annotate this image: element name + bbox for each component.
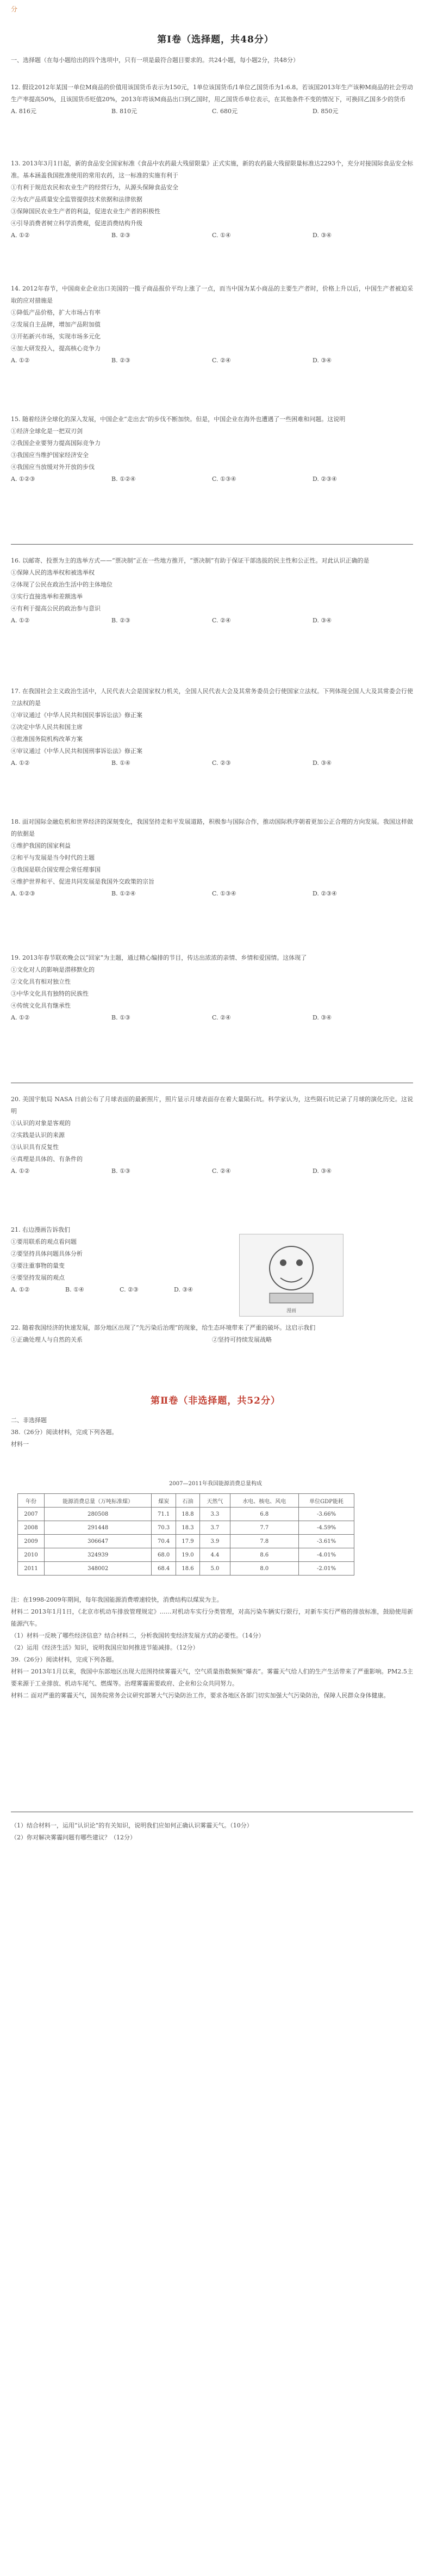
option[interactable]: B. 810元 <box>111 108 138 115</box>
option[interactable]: C. ②④ <box>212 357 231 364</box>
question-text: 14. 2012年春节，中国商业企业出口美国的一揽子商品报价平均上涨了一点，而当中国为某小商品的主要生产者时，价格上升以后，中国生产者被迫采取的应对措施是 <box>11 285 413 304</box>
table-header-row: 年份 能源消费总量（万吨标准煤） 煤炭 石油 天然气 水电、核电、风电 单位GDP能耗 <box>18 1494 354 1508</box>
question-text: 12. 假设2012年某国一单位M商品的价值用该国货币表示为150元，1单位该国货币/1单位乙国货币为1:6.8。若该国2013年生产该种M商品的社会劳动生产率提高50%，且该国货币贬值20%，2013年将该M商品出口到乙国时，用乙国货币单位表示，在其他条件不变的情况下，可换回乙国多少的货币 <box>11 84 413 103</box>
option[interactable]: D. ②③④ <box>313 475 338 483</box>
option[interactable]: A. ①② <box>11 1014 30 1021</box>
question-17: 17. 在我国社会主义政治生活中，人民代表大会是国家权力机关，全国人民代表大会及其常务委员会行使国家立法权。下列体现全国人大及其常委会行使立法权的是 ①审议通过《中华人民共和国民事诉讼法》修正案 ②决定中华人民共和国主席 ③批准国务院机构改革方案 ④审议通过《中华人民共和国刑事诉讼法》修正案 A. ①② B. ①④ C. ②③ D. ③④ <box>11 685 413 769</box>
option[interactable]: C. ②③ <box>120 1286 139 1293</box>
option[interactable]: D. 850元 <box>313 108 339 115</box>
question-14: 14. 2012年春节，中国商业企业出口美国的一揽子商品报价平均上涨了一点，而当中国为某小商品的主要生产者时，价格上升以后，中国生产者被迫采取的应对措施是 ①降低产品价格，扩大市场占有率 ②发展自主品牌，增加产品附加值 ③开拓新兴市场，实现市场多元化 ④加大研发投入，提高核心竞争力 A. ①② B. ②③ C. ②④ D. ③④ <box>11 283 413 367</box>
option[interactable]: A. ①② <box>11 1167 30 1175</box>
question-text: 15. 随着经济全球化的深入发展，中国企业“走出去”的步伐不断加快。但是，中国企业在海外也遭遇了一些困难和问题。这说明 <box>11 416 346 423</box>
question-text: 20. 美国宇航局 NASA 日前公布了月球表面的最新照片，照片显示月球表面存在着大量陨石坑。科学家认为，这些陨石坑记录了月球的演化历史。这说明 <box>11 1096 413 1115</box>
option[interactable]: A. ①②③ <box>11 890 35 897</box>
option[interactable]: A. ①② <box>11 232 30 239</box>
table-row: 2009 306647 70.4 17.9 3.9 7.8 -3.61% <box>18 1535 354 1548</box>
option[interactable]: C. ①③④ <box>212 890 236 897</box>
options <box>11 106 413 118</box>
option[interactable]: D. ③④ <box>174 1286 193 1293</box>
option[interactable]: B. ②③ <box>111 232 130 239</box>
question-19: 19. 2013年春节联欢晚会以“回家”为主题，通过精心编排的节目，传达出浓浓的亲情、乡情和爱国情。这体现了 ①文化对人的影响是潜移默化的 ②文化具有相对独立性 ③中华文化具有独特的民族性 ④传统文化具有继承性 A. ①② B. ①③ C. ②④ D. ③④ <box>11 952 413 1024</box>
question-text: 16. 以邮寄、投票为主的选举方式——“票决制”正在一些地方推开，“票决制”有助于保证干部选拔的民主性和公正性。对此认识正确的是 <box>11 557 370 564</box>
table-row: 2011 348002 68.4 18.6 5.0 8.0 -2.01% <box>18 1562 354 1576</box>
table-caption: 2007—2011年我国能源消费总量构成 <box>169 1481 262 1487</box>
question-21: 21. 右边漫画告诉我们 ①要用联系的观点看问题 ②要坚持具体问题具体分析 ③要注重事物的量变 ④要坚持发展的观点 A. ①② B. ①④ C. ②③ D. ③④ <box>11 1224 228 1296</box>
question-15: 15. 随着经济全球化的深入发展，中国企业“走出去”的步伐不断加快。但是，中国企业在海外也遭遇了一些困难和问题。这说明 ①经济全球化是一把双刃剑 ②我国企业要努力提高国际竞争力 ③我国应当维护国家经济安全 ④我国应当放缓对外开放的步伐 A. ①②③ B. ①②④ C. ①③④ D. ②③④ <box>11 413 413 485</box>
divider <box>11 544 413 545</box>
question-18: 18. 面对国际金融危机和世界经济的深刻变化，我国坚持走和平发展道路，积极参与国际合作，推动国际秩序朝着更加公正合理的方向发展。我国这样做的依据是 ①维护我国的国家利益 ②和平与发展是当今时代的主题 ③我国是联合国安理会常任理事国 ④维护世界和平、促进共同发展是我国外交政策的宗旨 A. ①②③ B. ①②④ C. ①③④ D. ②③④ <box>11 816 413 900</box>
question-22: 22. 随着我国经济的快速发展，部分地区出现了“先污染后治理”的现象，给生态环境带来了严重的破坏。这启示我们 ①正确处理人与自然的关系 ②坚持可持续发展战略 <box>11 1322 413 1346</box>
option[interactable]: B. ①③ <box>111 1014 130 1021</box>
table-row: 2008 291448 70.3 18.3 3.7 7.7 -4.59% <box>18 1521 354 1535</box>
q38-part1: （1）材料一反映了哪些经济信息？结合材料二，分析我国转变经济发展方式的必要性。（14分） <box>11 1632 265 1639</box>
option[interactable]: B. ①④ <box>65 1286 84 1293</box>
option[interactable]: B. ①③ <box>111 1167 130 1175</box>
question-20: 20. 美国宇航局 NASA 日前公布了月球表面的最新照片，照片显示月球表面存在着大量陨石坑。科学家认为，这些陨石坑记录了月球的演化历史。这说明 ①认识的对象是客观的 ②实践是认识的来源 ③认识具有反复性 ④真理是具体的、有条件的 A. ①② B. ①③ C. ②④ D. ③④ <box>11 1094 413 1177</box>
table-note: 注：在1998-2009年期间，每年我国能源消费增速较快，消费结构以煤炭为主。 <box>11 1596 223 1603</box>
part2-intro: 二、非选择题 38.（26分）阅读材料，完成下列各题。 材料一 <box>11 1417 118 1448</box>
option[interactable]: A. 816元 <box>11 108 36 115</box>
cartoon-caption: 漫画 <box>286 1308 296 1314</box>
question-text: 17. 在我国社会主义政治生活中，人民代表大会是国家权力机关，全国人民代表大会及其常务委员会行使国家立法权。下列体现全国人大及其常委会行使立法权的是 <box>11 688 413 707</box>
q39-part2: （2）你对解决雾霾问题有哪些建议？（12分） <box>11 1834 136 1841</box>
question-12 <box>11 82 413 118</box>
question-16: 16. 以邮寄、投票为主的选举方式——“票决制”正在一些地方推开，“票决制”有助于保证干部选拔的民主性和公正性。对此认识正确的是 ①保障人民的选举权和被选举权 ②体现了公民在政治生活中的主体地位 ③实行直接选举和差额选举 ④有利于提高公民的政治参与意识 A. ①② B. ②③ C. ②④ D. ③④ <box>11 555 413 627</box>
option[interactable]: C. ②④ <box>212 1014 231 1021</box>
material-4: 材料二 面对严重的雾霾天气，国务院常务会议研究部署大气污染防治工作，要求各地区各部门切实加强大气污染防治，保障人民群众身体健康。 <box>11 1692 390 1699</box>
option[interactable]: B. ①④ <box>111 759 130 767</box>
option[interactable]: D. ③④ <box>313 759 332 767</box>
question-13: 13. 2013年3月1日起，新的食品安全国家标准《食品中农药最大残留限量》正式实施，新的农药最大残留限量标准达2293个，充分对接国际食品安全标准。基本涵盖我国批准使用的常用农药，这一标准的实施有利于 ①有利于规范农民和农业生产的经营行为，从源头保障食品安全 ②为农产品质量安全监管提供技术依据和法律依据 ③保障国民农业生产者的利益，促进农业生产者的积极性 ④引导消费者树立科学消费观，促进消费结构升级 A. ①② B. ②③ C. ①④ D. ③④ <box>11 158 413 242</box>
option[interactable]: C. 680元 <box>212 108 238 115</box>
energy-table <box>17 1493 354 1576</box>
question-text: 21. 右边漫画告诉我们 <box>11 1226 70 1233</box>
material-section <box>11 1594 413 1702</box>
q39-stem: 39.（26分）阅读材料，完成下列各题。 <box>11 1656 118 1663</box>
q38-part2: （2）运用《经济生活》知识，说明我国应如何推进节能减排。（12分） <box>11 1644 199 1651</box>
option[interactable]: C. ②④ <box>212 617 231 624</box>
part1-title: 第Ⅰ卷（选择题，共48分） <box>157 34 274 45</box>
option[interactable]: B. ②③ <box>111 357 130 364</box>
option[interactable]: A. ①② <box>11 617 30 624</box>
question-text: 22. 随着我国经济的快速发展，部分地区出现了“先污染后治理”的现象，给生态环境带来了严重的破坏。这启示我们 <box>11 1324 316 1331</box>
option[interactable]: C. ①③④ <box>212 475 236 483</box>
option[interactable]: C. ①④ <box>212 232 231 239</box>
material-3: 材料一 2013年1月以来，我国中东部地区出现大范围持续雾霾天气，空气质量指数频频“爆表”。雾霾天气给人们的生产生活带来了严重影响。PM2.5主要来源于工业排放、机动车尾气、燃煤等。治理雾霾需要政府、企业和公众共同努力。 <box>11 1668 413 1687</box>
question-text: 18. 面对国际金融危机和世界经济的深刻变化，我国坚持走和平发展道路，积极参与国际合作，推动国际秩序朝着更加公正合理的方向发展。我国这样做的依据是 <box>11 818 413 837</box>
part2-title: 第Ⅱ卷（非选择题，共52分） <box>151 1395 280 1406</box>
option[interactable]: C. ②③ <box>212 759 231 767</box>
option[interactable]: D. ②③④ <box>313 890 338 897</box>
option[interactable]: A. ①②③ <box>11 475 35 483</box>
option[interactable]: A. ①② <box>11 759 30 767</box>
q39-part1: （1）结合材料一，运用“认识论”的有关知识，说明我们应如何正确认识雾霾天气。（10分） <box>11 1822 253 1829</box>
option[interactable]: B. ①②④ <box>111 890 136 897</box>
option[interactable]: B. ②③ <box>111 617 130 624</box>
material-2: 材料二 2013年1月1日，《北京市机动车排放管理规定》……对机动车实行分类管理，对高污染车辆实行限行，对新车实行严格的排放标准，鼓励使用新能源汽车。 <box>11 1608 413 1627</box>
option[interactable]: A. ①② <box>11 357 30 364</box>
option[interactable]: C. ②④ <box>212 1167 231 1175</box>
option[interactable]: D. ③④ <box>313 357 332 364</box>
question-text: 19. 2013年春节联欢晚会以“回家”为主题，通过精心编排的节目，传达出浓浓的亲情、乡情和爱国情。这体现了 <box>11 954 307 961</box>
table-row: 2007 280508 71.1 18.8 3.3 6.8 -3.66% <box>18 1508 354 1521</box>
question-text: 13. 2013年3月1日起，新的食品安全国家标准《食品中农药最大残留限量》正式实施，新的农药最大残留限量标准达2293个，充分对接国际食品安全标准。基本涵盖我国批准使用的常用农药，这一标准的实施有利于 <box>11 160 413 179</box>
option[interactable]: B. ①②④ <box>111 475 136 483</box>
option[interactable]: D. ③④ <box>313 617 332 624</box>
cartoon-image <box>239 1234 343 1317</box>
table-row: 2010 324939 68.0 19.0 4.4 8.6 -4.01% <box>18 1548 354 1562</box>
top-mark: 分 <box>11 5 18 13</box>
option[interactable]: D. ③④ <box>313 232 332 239</box>
part1-intro: 一、选择题（在每小题给出的四个选项中，只有一项是最符合题目要求的。共24小题，每小题2分，共48分） <box>11 57 299 64</box>
option[interactable]: D. ③④ <box>313 1167 332 1175</box>
option[interactable]: D. ③④ <box>313 1014 332 1021</box>
option[interactable]: A. ①② <box>11 1286 30 1293</box>
q39-questions <box>11 1820 413 1844</box>
cartoon-illustration <box>240 1234 343 1316</box>
